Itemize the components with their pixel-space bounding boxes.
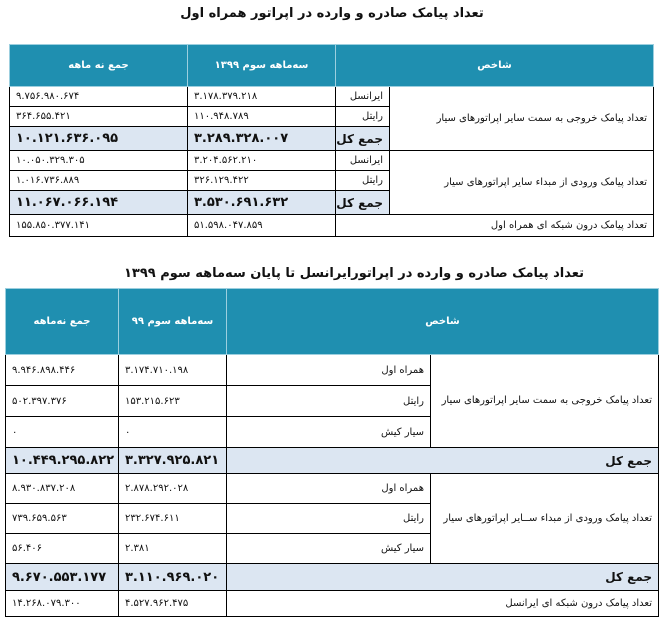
table-row xyxy=(6,474,659,504)
cell-operator: رایتل xyxy=(227,386,431,417)
header-nine-month: جمع نه‌ماهه xyxy=(6,289,119,355)
cell-operator: ایرانسل xyxy=(336,151,390,171)
cell-q3: ۳.۲۰۴.۵۶۲.۲۱۰ xyxy=(188,151,336,171)
cell-nine: ۰ xyxy=(6,417,119,448)
inner-network-row xyxy=(10,215,654,237)
total-q3: ۳.۳۲۷.۹۲۵.۸۲۱ xyxy=(119,448,227,474)
cell-q3: ۳.۱۷۸.۳۷۹.۲۱۸ xyxy=(188,87,336,107)
table1-title: تعداد پیامک صادره و وارده در اپراتور همراه اول xyxy=(180,6,484,21)
header-indicator: شاخص xyxy=(227,289,659,355)
cell-q3: ۲۳۲.۶۷۴.۶۱۱ xyxy=(119,504,227,534)
total-nine: ۱۰.۴۴۹.۲۹۵.۸۲۲ xyxy=(6,448,119,474)
total-nine: ۱۱.۰۶۷.۰۶۶.۱۹۴ xyxy=(10,191,188,215)
total-nine: ۱۰.۱۲۱.۶۳۶.۰۹۵ xyxy=(10,127,188,151)
header-q3: سه‌ماهه سوم ۱۳۹۹ xyxy=(188,45,336,87)
group-label: تعداد پیامک ورودی از مبداء سایر اپراتورهای سیار xyxy=(390,151,654,215)
cell-q3: ۲.۳۸۱ xyxy=(119,534,227,564)
total-nine: ۹.۶۷۰.۵۵۳.۱۷۷ xyxy=(6,564,119,591)
inner-label: تعداد پیامک درون شبکه ای همراه اول xyxy=(336,215,654,237)
cell-operator: رایتل xyxy=(227,504,431,534)
group-label: تعداد پیامک خروجی به سمت سایر اپراتورهای سیار xyxy=(390,87,654,151)
cell-nine: ۵۶.۴۰۶ xyxy=(6,534,119,564)
cell-q3: ۳۲۶.۱۲۹.۴۲۲ xyxy=(188,171,336,191)
cell-nine: ۹.۷۵۶.۹۸۰.۶۷۴ xyxy=(10,87,188,107)
table-row xyxy=(10,87,654,107)
cell-q3: ۳.۱۷۴.۷۱۰.۱۹۸ xyxy=(119,355,227,386)
cell-nine: ۱۰.۰۵۰.۳۲۹.۳۰۵ xyxy=(10,151,188,171)
inner-network-row xyxy=(6,591,659,617)
table-row xyxy=(10,151,654,171)
table2-header-row xyxy=(6,289,659,355)
cell-operator: سیار کیش xyxy=(227,417,431,448)
inner-nine: ۱۴.۲۶۸.۰۷۹.۳۰۰ xyxy=(6,591,119,617)
total-q3: ۳.۲۸۹.۳۲۸.۰۰۷ xyxy=(188,127,336,151)
cell-q3: ۱۵۳.۲۱۵.۶۲۳ xyxy=(119,386,227,417)
cell-operator: رایتل xyxy=(336,171,390,191)
total-label: جمع کل xyxy=(227,564,659,591)
inner-nine: ۱۵۵.۸۵۰.۳۷۷.۱۴۱ xyxy=(10,215,188,237)
cell-operator: رایتل xyxy=(336,107,390,127)
total-label: جمع کل xyxy=(336,191,390,215)
total-q3: ۳.۱۱۰.۹۶۹.۰۲۰ xyxy=(119,564,227,591)
table2 xyxy=(5,288,659,617)
cell-operator: ایرانسل xyxy=(336,87,390,107)
table2-title: تعداد پیامک صادره و وارده در اپراتورایرانسل تا پایان سه‌ماهه سوم ۱۳۹۹ xyxy=(123,266,584,281)
header-q3: سه‌ماهه سوم ۹۹ xyxy=(119,289,227,355)
cell-nine: ۷۳۹.۶۵۹.۵۶۳ xyxy=(6,504,119,534)
total-label: جمع کل xyxy=(336,127,390,151)
inner-q3: ۴.۵۲۷.۹۶۲.۴۷۵ xyxy=(119,591,227,617)
cell-nine: ۳۶۴.۶۵۵.۴۲۱ xyxy=(10,107,188,127)
total-q3: ۳.۵۳۰.۶۹۱.۶۳۲ xyxy=(188,191,336,215)
group-label: تعداد پیامک خروجی به سمت سایر اپراتورهای سیار xyxy=(431,355,659,448)
total-label: جمع کل xyxy=(227,448,659,474)
table1-header-row xyxy=(10,45,654,87)
total-row xyxy=(6,564,659,591)
cell-nine: ۱.۰۱۶.۷۳۶.۸۸۹ xyxy=(10,171,188,191)
table1 xyxy=(9,44,654,237)
cell-q3: ۱۱۰.۹۴۸.۷۸۹ xyxy=(188,107,336,127)
group-label: تعداد پیامک ورودی از مبداء ســایر اپراتورهای سیار xyxy=(431,474,659,564)
cell-q3: ۲.۸۷۸.۲۹۲.۰۲۸ xyxy=(119,474,227,504)
cell-q3: ۰ xyxy=(119,417,227,448)
cell-operator: سیار کیش xyxy=(227,534,431,564)
cell-nine: ۵۰۲.۳۹۷.۳۷۶ xyxy=(6,386,119,417)
cell-nine: ۸.۹۳۰.۸۳۷.۲۰۸ xyxy=(6,474,119,504)
table-row xyxy=(6,355,659,386)
cell-operator: همراه اول xyxy=(227,474,431,504)
cell-operator: همراه اول xyxy=(227,355,431,386)
header-indicator: شاخص xyxy=(336,45,654,87)
total-row xyxy=(6,448,659,474)
inner-q3: ۵۱.۵۹۸.۰۴۷.۸۵۹ xyxy=(188,215,336,237)
header-nine-month: جمع نه ماهه xyxy=(10,45,188,87)
cell-nine: ۹.۹۴۶.۸۹۸.۴۴۶ xyxy=(6,355,119,386)
inner-label: تعداد پیامک درون شبکه ای ایرانسل xyxy=(227,591,659,617)
